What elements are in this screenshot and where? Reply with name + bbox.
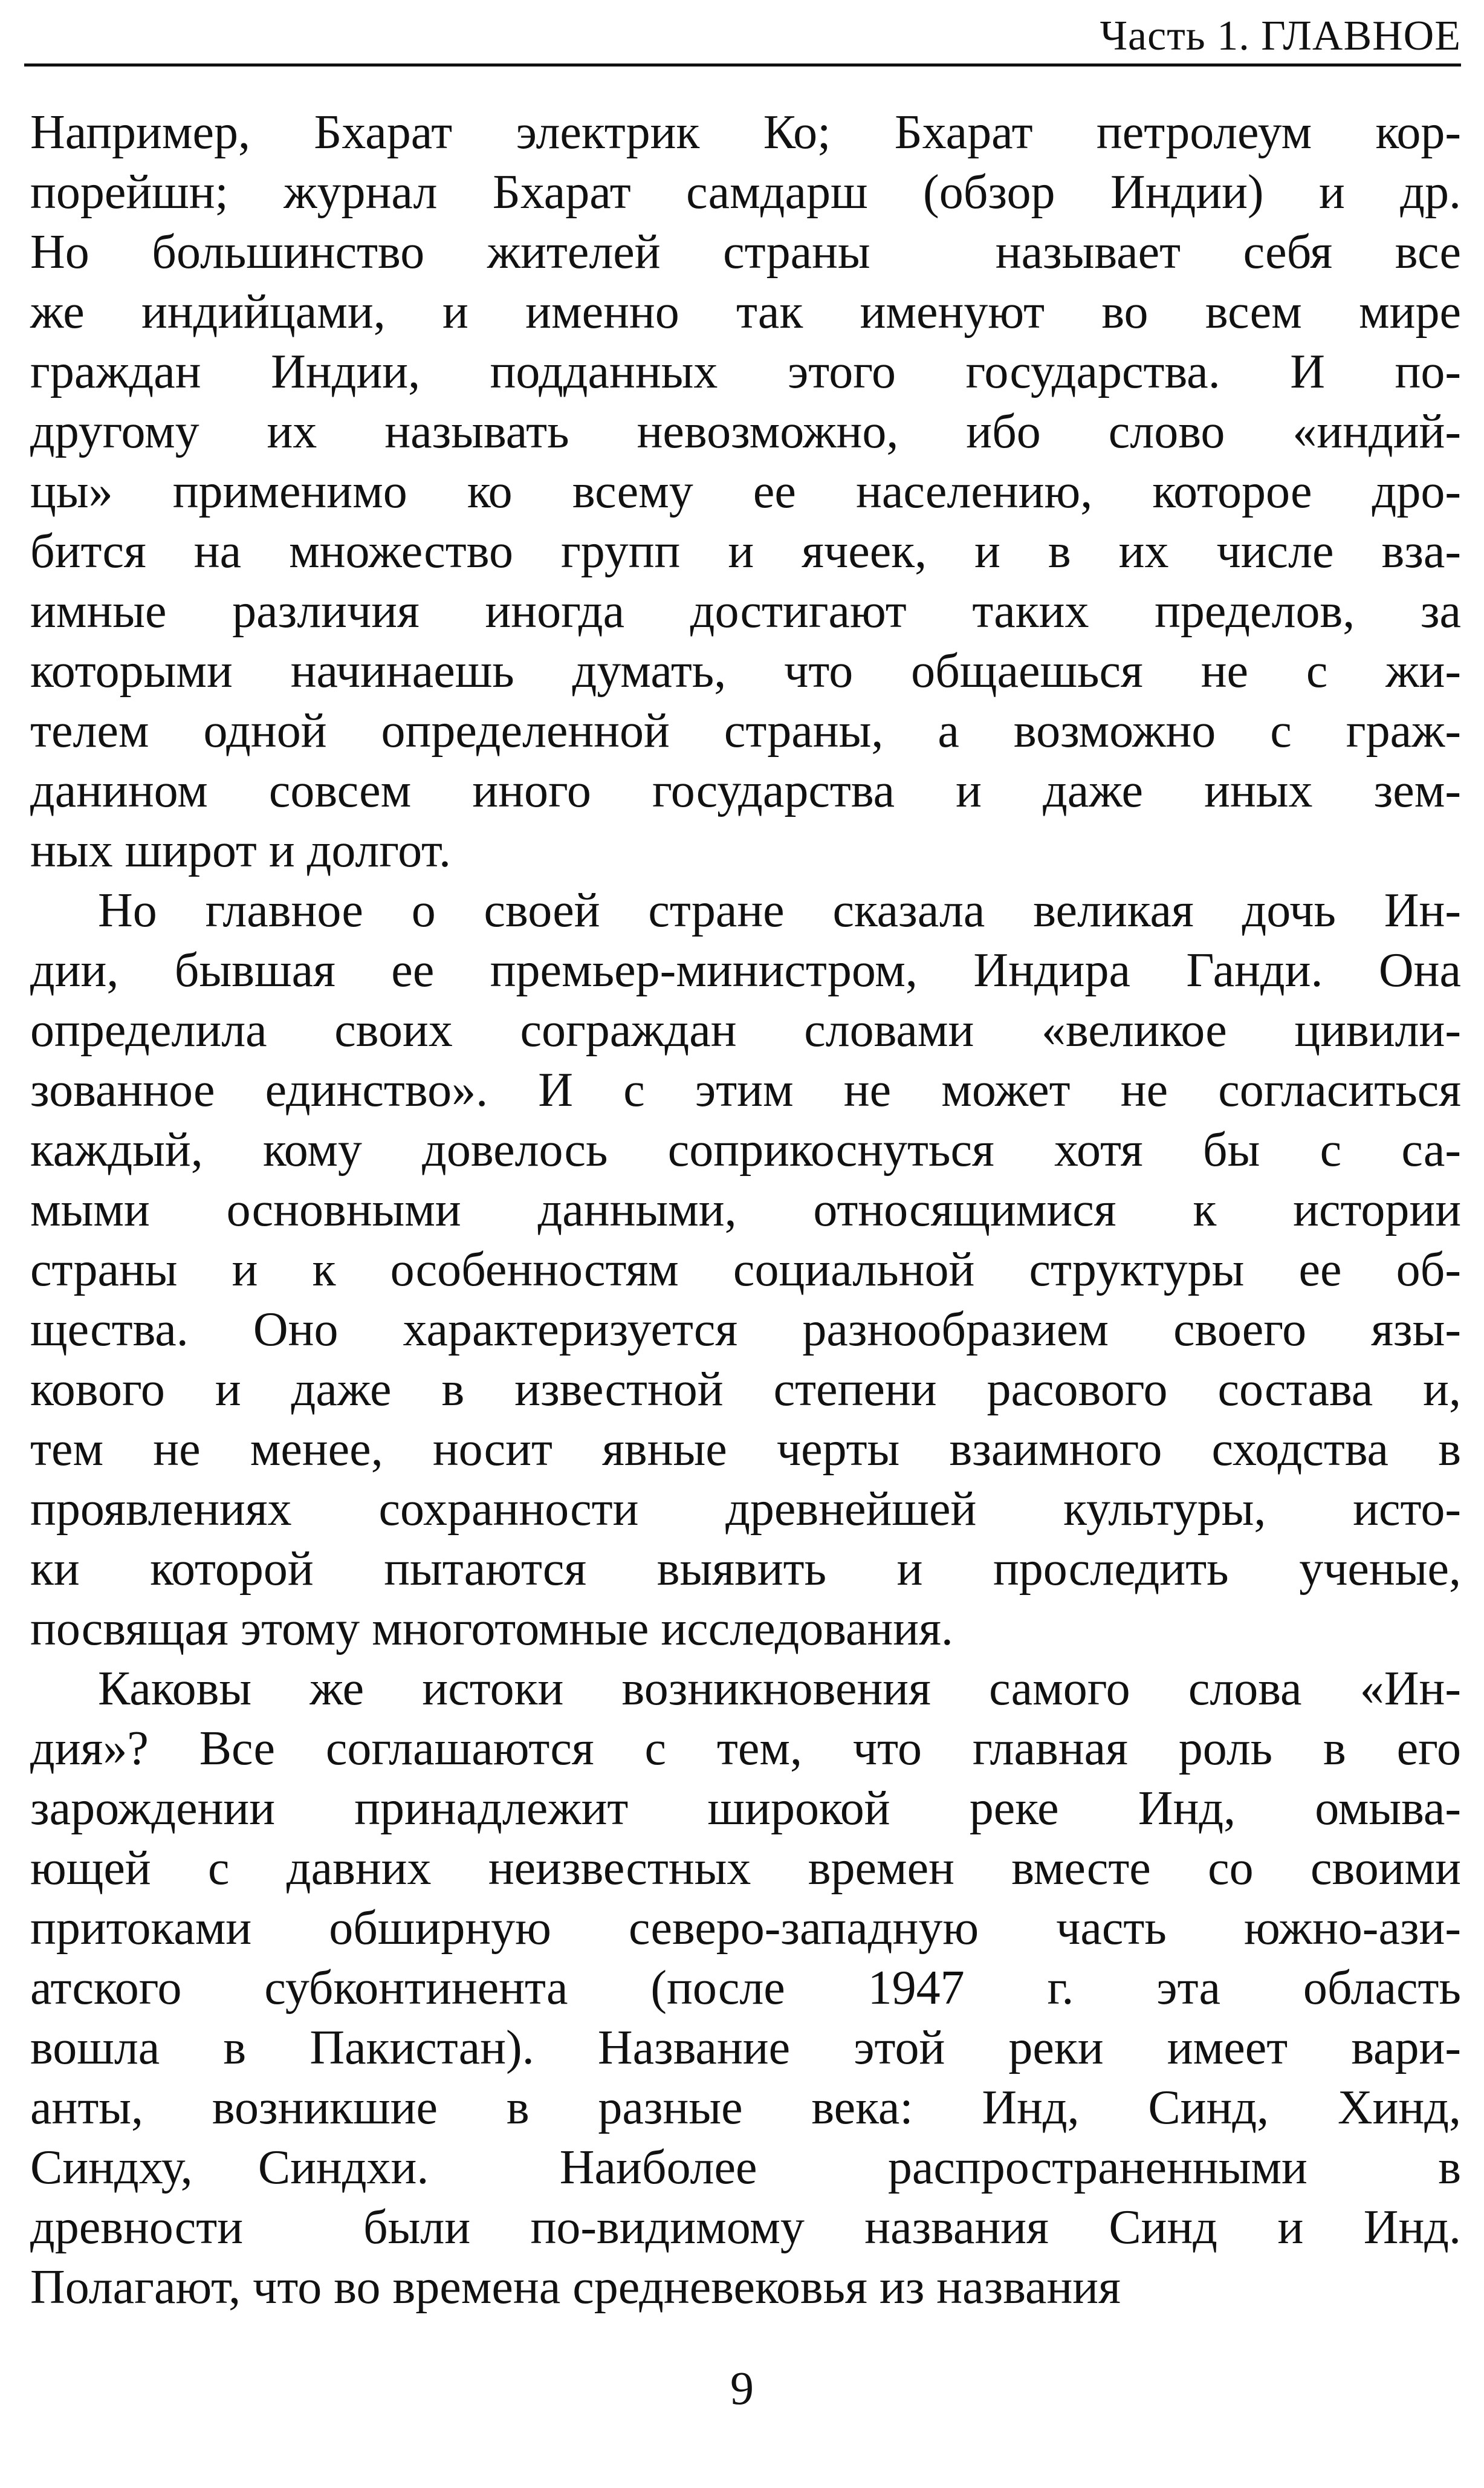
paragraph [30,103,1461,881]
running-header [24,6,1461,67]
text-line: данином совсем иного государства и даже иных зем- [30,764,1461,817]
paragraph [30,1659,1461,2317]
text-line: граждан Индии, подданных этого государства. И по- [30,345,1461,398]
text-line: дии, бывшая ее премьер-министром, Индира Ганди. Она [30,944,1461,997]
text-line: кового и даже в известной степени расового состава и, [30,1363,1461,1416]
text-line: анты, возникшие в разные века: Инд, Синд, Хинд, [30,2081,1461,2134]
text-line: страны и к особенностям социальной структуры ее об- [30,1243,1461,1296]
text-line: мыми основными данными, относящимися к истории [30,1183,1461,1236]
text-line: Например, Бхарат электрик Ко; Бхарат петролеум кор- [30,106,1461,159]
page-number: 9 [730,2362,754,2414]
text-line: ющей с давних неизвестных времен вместе со своими [30,1842,1461,1895]
text-line: посвящая этому многотомные исследования. [30,1602,953,1655]
text-line: каждый, кому довелось соприкоснуться хотя бы с са- [30,1123,1461,1177]
text-line: зованное единство». И с этим не может не согласиться [30,1064,1461,1117]
text-line: притоками обширную северо-западную часть южно-ази- [30,1902,1461,1955]
text-line: ных широт и долгот. [30,824,451,877]
text-line: тем не менее, носит явные черты взаимного сходства в [30,1423,1461,1476]
text-line: Каковы же истоки возникновения самого слова «Ин- [98,1662,1461,1715]
text-line: телем одной определенной страны, а возможно с граж- [30,704,1461,758]
text-line: бится на множество групп и ячеек, и в их числе вза- [30,525,1461,578]
text-line: Полагают, что во времена средневековья из названия [30,2261,1121,2314]
text-line: ки которой пытаются выявить и проследить ученые, [30,1542,1461,1596]
text-line: зарождении принадлежит широкой реке Инд, омыва- [30,1782,1461,1835]
paragraph [30,881,1461,1659]
text-line: Но большинство жителей страны называет себя все [30,226,1461,279]
text-line: которыми начинаешь думать, что общаешься не с жи- [30,645,1461,698]
text-line: дия»? Все соглашаются с тем, что главная роль в его [30,1722,1461,1775]
text-line: щества. Оно характеризуется разнообразием своего язы- [30,1303,1461,1356]
text-line: определила своих сограждан словами «великое цивили- [30,1004,1461,1057]
text-line: древности были по-видимому названия Синд и Инд. [30,2201,1461,2254]
text-line: Но главное о своей стране сказала великая дочь Ин- [98,884,1461,937]
text-line: другому их называть невозможно, ибо слово «индий- [30,405,1461,458]
text-line: атского субконтинента (после 1947 г. эта область [30,1961,1461,2015]
text-line: же индийцами, и именно так именуют во всем мире [30,285,1461,339]
text-line: проявлениях сохранности древнейшей культуры, исто- [30,1483,1461,1536]
header-title: Часть 1. ГЛАВНОЕ [1100,13,1461,59]
body-text [30,103,1461,2317]
text-line: вошла в Пакистан). Название этой реки имеет вари- [30,2021,1461,2074]
text-line: имные различия иногда достигают таких пределов, за [30,585,1461,638]
text-line: цы» применимо ко всему ее населению, которое дро- [30,465,1461,518]
text-line: Синдху, Синдхи. Наиболее распространенными в [30,2141,1461,2194]
text-line: порейшн; журнал Бхарат самдарш (обзор Индии) и др. [30,166,1461,219]
